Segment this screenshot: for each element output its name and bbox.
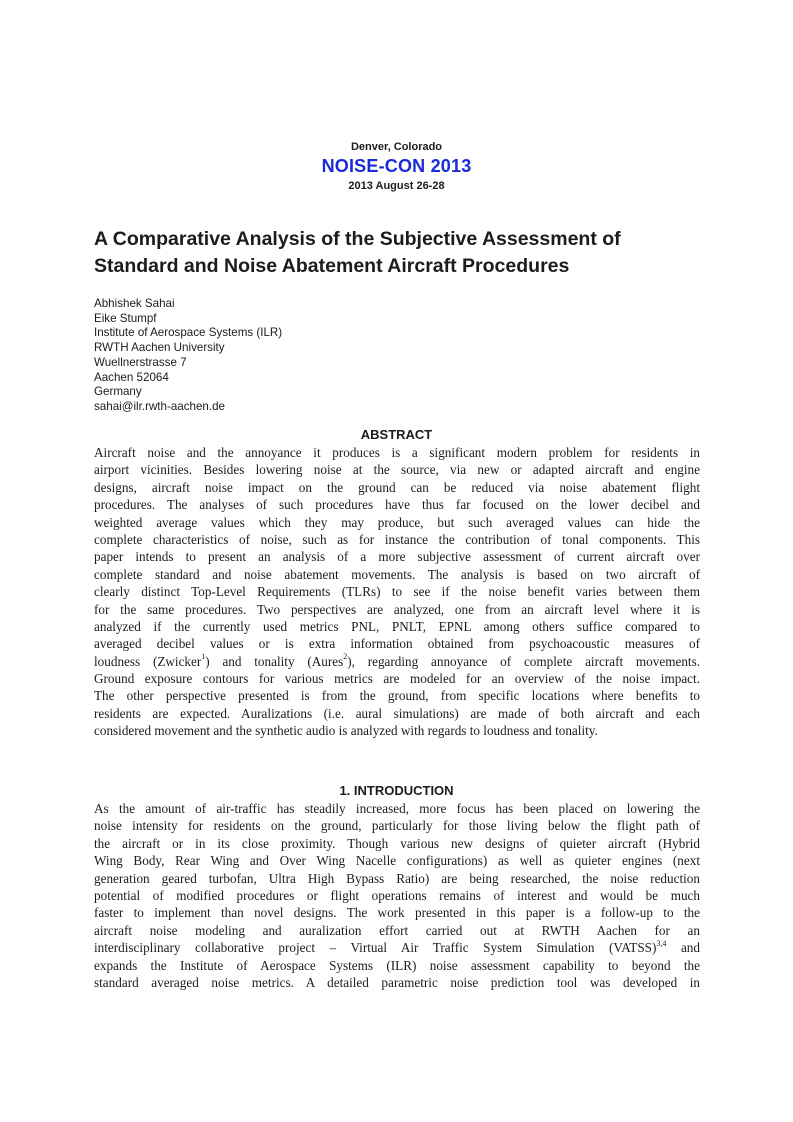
introduction-body [94, 800, 700, 991]
abstract-line: The other perspective presented is from the ground, from specific locations where benefits to [94, 688, 700, 704]
author-address: Aachen 52064 [94, 370, 169, 384]
author-affiliation: RWTH Aachen University [94, 341, 225, 355]
author-email: sahai@ilr.rwth-aachen.de [94, 399, 225, 413]
introduction-heading: 1. INTRODUCTION [339, 783, 454, 798]
conference-name: NOISE-CON 2013 [321, 156, 472, 176]
abstract-line: paper intends to present an analysis of a more subjective assessment of current aircraft over [94, 549, 700, 565]
abstract-line: designs, aircraft noise impact on the ground can be reduced via noise abatement flight [94, 479, 700, 495]
abstract-line: for the same procedures. Two perspectives are analyzed, one from an aircraft level where it is [94, 601, 700, 617]
intro-line: noise intensity for residents on the ground, particularly for those living below the flight path of [94, 818, 700, 834]
author-name: Abhishek Sahai [94, 297, 175, 310]
title-line: A Comparative Analysis of the Subjective Assessment of [94, 228, 621, 250]
citation-ref-zwicker: 1 [201, 652, 206, 662]
intro-line [94, 939, 700, 956]
conference-location: Denver, Colorado [350, 141, 443, 153]
intro-line: generation geared turbofan, Ultra High Bypass Ratio) are being researched, the noise reduction [94, 870, 700, 886]
title-line: Standard and Noise Abatement Aircraft Procedures [94, 255, 570, 277]
abstract-line: complete standard and noise abatement movements. The analysis is based on two aircraft of [94, 566, 700, 582]
author-address: Wuellnerstrasse 7 [94, 355, 187, 369]
abstract-line: procedures. The analyses of such procedures have thus far focused on the lower decibel and [94, 497, 700, 513]
text-run: and [666, 940, 700, 956]
citation-ref-vatss: 3,4 [656, 938, 667, 948]
paper-title [94, 226, 714, 280]
abstract-line: Aircraft noise and the annoyance it produces is a significant modern problem for residents in [94, 445, 700, 460]
abstract-line: airport vicinities. Besides lowering noise at the source, via new or adapted aircraft and engine [94, 462, 700, 478]
abstract-line: Ground exposure contours for various metrics are modeled for an overview of the noise impact. [94, 671, 700, 687]
intro-line: expands the Institute of Aerospace Systems (ILR) noise assessment capability to beyond the [94, 957, 700, 973]
abstract-line: residents are expected. Auralizations (i.e. aural simulations) are made of both aircraft and each [94, 705, 700, 721]
abstract-line: complete characteristics of noise, such as for instance the contribution of tonal components. This [94, 531, 700, 547]
abstract-line: analyzed if the currently used metrics PNL, PNLT, EPNL among others suffice compared to [94, 618, 700, 634]
citation-ref-aures: 2 [343, 652, 348, 662]
intro-line: potential of modified procedures or flight operations remains of interest and would be much [94, 887, 700, 903]
author-affiliation: Institute of Aerospace Systems (ILR) [94, 326, 283, 340]
author-address: Germany [94, 385, 142, 399]
abstract-line: averaged decibel values or is extra information obtained from psychoacoustic measures of [94, 636, 700, 652]
intro-line: aircraft noise modeling and auralization effort carried out at RWTH Aachen for an [94, 922, 700, 938]
text-run: interdisciplinary collaborative project – Virtual Air Traffic System Simulation (VATSS) [94, 940, 657, 956]
abstract-line: considered movement and the synthetic audio is analyzed with regards to loudness and tonality. [94, 723, 598, 739]
abstract-body [94, 444, 700, 740]
conference-date: 2013 August 26-28 [348, 180, 445, 192]
abstract-line [94, 653, 700, 670]
abstract-line: weighted average values which they may produce, but such averaged values can hide the [94, 514, 700, 530]
text-run: loudness (Zwicker [94, 653, 202, 669]
author-block [94, 297, 282, 415]
intro-line: standard averaged noise metrics. A detailed parametric noise prediction tool was developed in [94, 974, 700, 990]
abstract-line: clearly distinct Top-Level Requirements (TLRs) to see if the noise benefit varies between them [94, 584, 700, 600]
text-run: ) and tonality (Aures [205, 653, 344, 669]
author-name: Eike Stumpf [94, 311, 157, 325]
text-run: ), regarding annoyance of complete aircraft movements. [347, 653, 701, 669]
intro-line: As the amount of air-traffic has steadily increased, more focus has been placed on lowering the [94, 801, 700, 816]
intro-line: the aircraft or in its close proximity. Though various new designs of quieter aircraft (Hybrid [94, 835, 700, 851]
intro-line: Wing Body, Rear Wing and Over Wing Nacelle configurations) as well as quieter engines (next [94, 853, 700, 869]
abstract-heading: ABSTRACT [360, 427, 433, 442]
intro-line: faster to implement than novel designs. The work presented in this paper is a follow-up to the [94, 905, 700, 921]
